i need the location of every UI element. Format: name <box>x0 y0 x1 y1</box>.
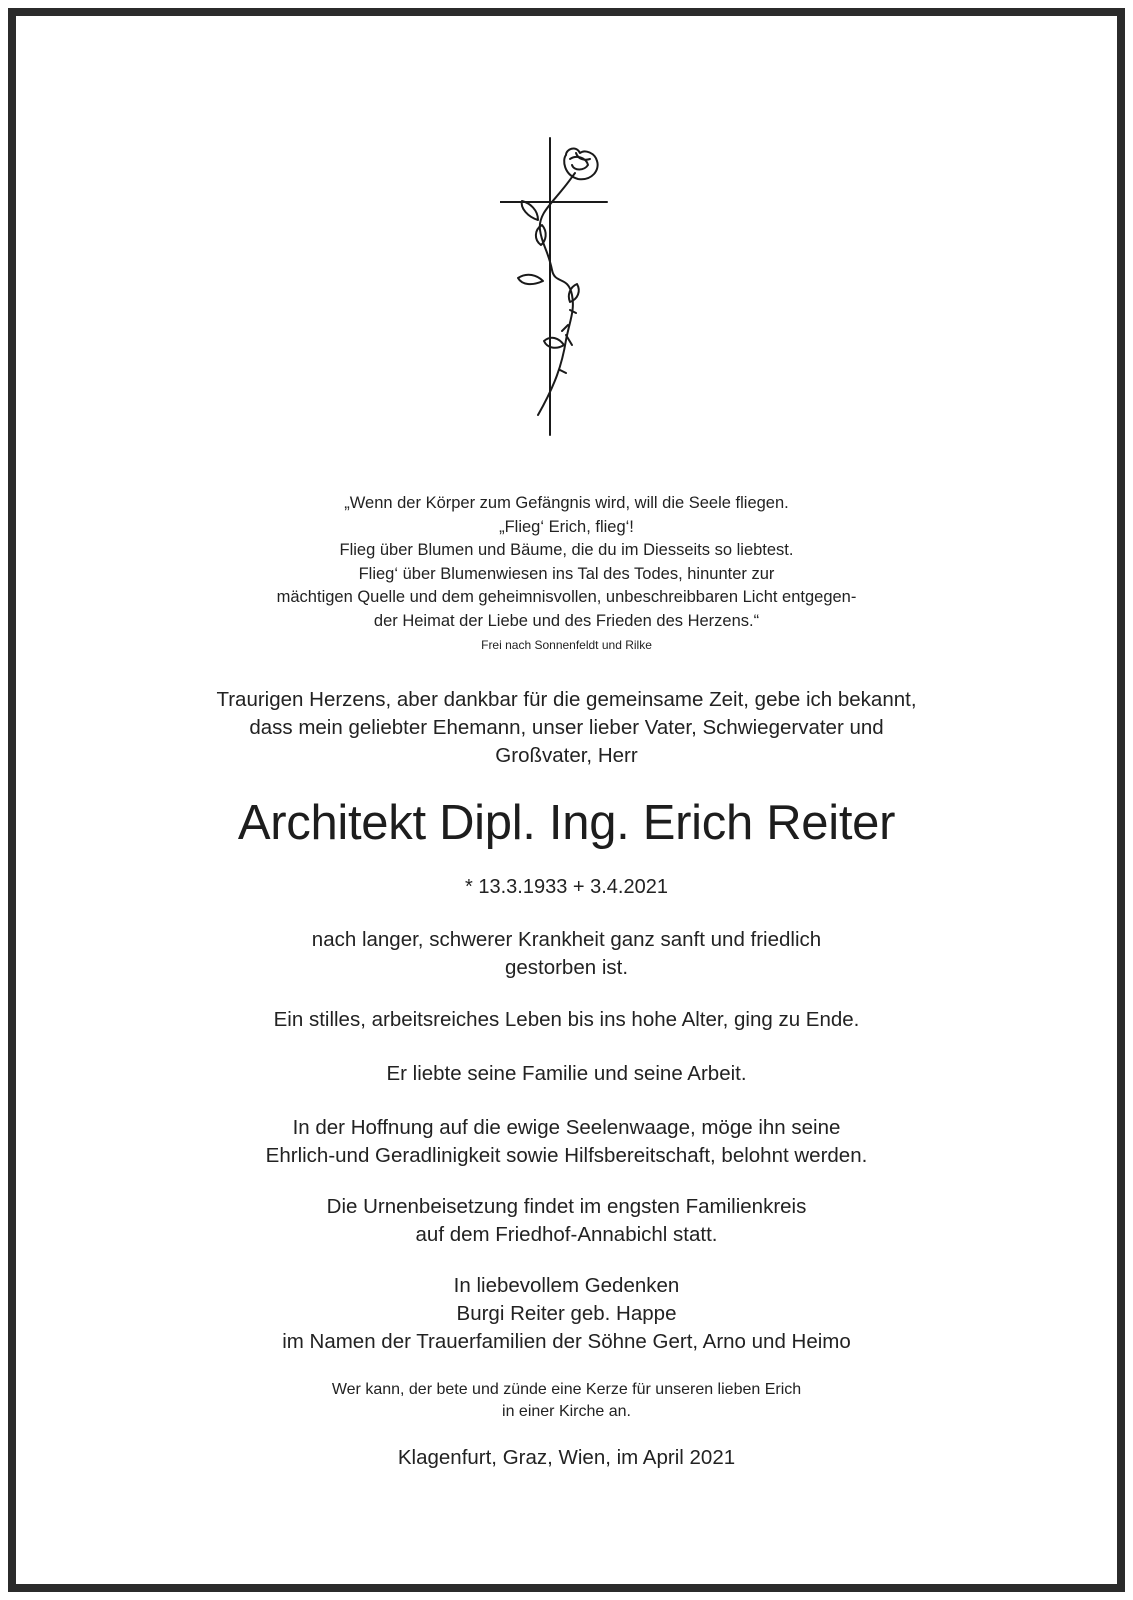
poem-quote <box>0 492 1133 633</box>
signature-block <box>0 1272 1133 1356</box>
place-date: Klagenfurt, Graz, Wien, im April 2021 <box>397 1446 736 1469</box>
quote-line: Flieg über Blumen und Bäume, die du im Diesseits so liebtest. <box>339 541 794 559</box>
announcement-intro <box>0 686 1133 770</box>
paragraph <box>0 1114 1133 1170</box>
candle-note-line: in einer Kirche an. <box>502 1403 631 1420</box>
paragraph-line: Ein stilles, arbeitsreiches Leben bis ins hohe Alter, ging zu Ende. <box>273 1008 860 1031</box>
quote-line: „Wenn der Körper zum Gefängnis wird, will die Seele fliegen. <box>344 494 789 512</box>
paragraph-line: Ehrlich-und Geradlinigkeit sowie Hilfsbereitschaft, belohnt werden. <box>265 1144 868 1167</box>
paragraph <box>0 1193 1133 1249</box>
paragraph-line: nach langer, schwerer Krankheit ganz sanft und friedlich <box>311 928 822 951</box>
life-dates: * 13.3.1933 + 3.4.2021 <box>465 876 668 898</box>
paragraph <box>0 1006 1133 1034</box>
candle-note-line: Wer kann, der bete und zünde eine Kerze für unseren lieben Erich <box>331 1381 802 1398</box>
paragraph-line: auf dem Friedhof-Annabichl statt. <box>415 1223 718 1246</box>
cross-with-rose-icon <box>500 135 630 450</box>
paragraph <box>0 926 1133 982</box>
quote-line: Flieg‘ über Blumenwiesen ins Tal des Todes, hinunter zur <box>358 564 775 583</box>
paragraph-line: Er liebte seine Familie und seine Arbeit. <box>386 1062 747 1085</box>
paragraph <box>0 1060 1133 1088</box>
signature-line: im Namen der Trauerfamilien der Söhne Gert, Arno und Heimo <box>282 1330 851 1353</box>
paragraph-line: In der Hoffnung auf die ewige Seelenwaage, möge ihn seine <box>292 1116 841 1139</box>
paragraph-line: Die Urnenbeisetzung findet im engsten Familienkreis <box>326 1195 807 1218</box>
signature-line: In liebevollem Gedenken <box>453 1274 680 1297</box>
deceased-name: Architekt Dipl. Ing. Erich Reiter <box>237 796 896 850</box>
quote-line: mächtigen Quelle und dem geheimnisvollen, unbeschreibbaren Licht entgegen- <box>276 588 857 606</box>
quote-line: „Flieg‘ Erich, flieg‘! <box>499 517 634 536</box>
quote-source: Frei nach Sonnenfeldt und Rilke <box>481 638 652 652</box>
quote-line: der Heimat der Liebe und des Frieden des Herzens.“ <box>373 611 760 630</box>
paragraph-line: gestorben ist. <box>504 956 629 979</box>
intro-line: dass mein geliebter Ehemann, unser lieber Vater, Schwiegervater und <box>249 716 884 739</box>
intro-line: Großvater, Herr <box>495 744 638 767</box>
intro-line: Traurigen Herzens, aber dankbar für die gemeinsame Zeit, gebe ich bekannt, <box>216 688 917 711</box>
candle-note <box>0 1379 1133 1423</box>
signature-line: Burgi Reiter geb. Happe <box>456 1302 677 1325</box>
